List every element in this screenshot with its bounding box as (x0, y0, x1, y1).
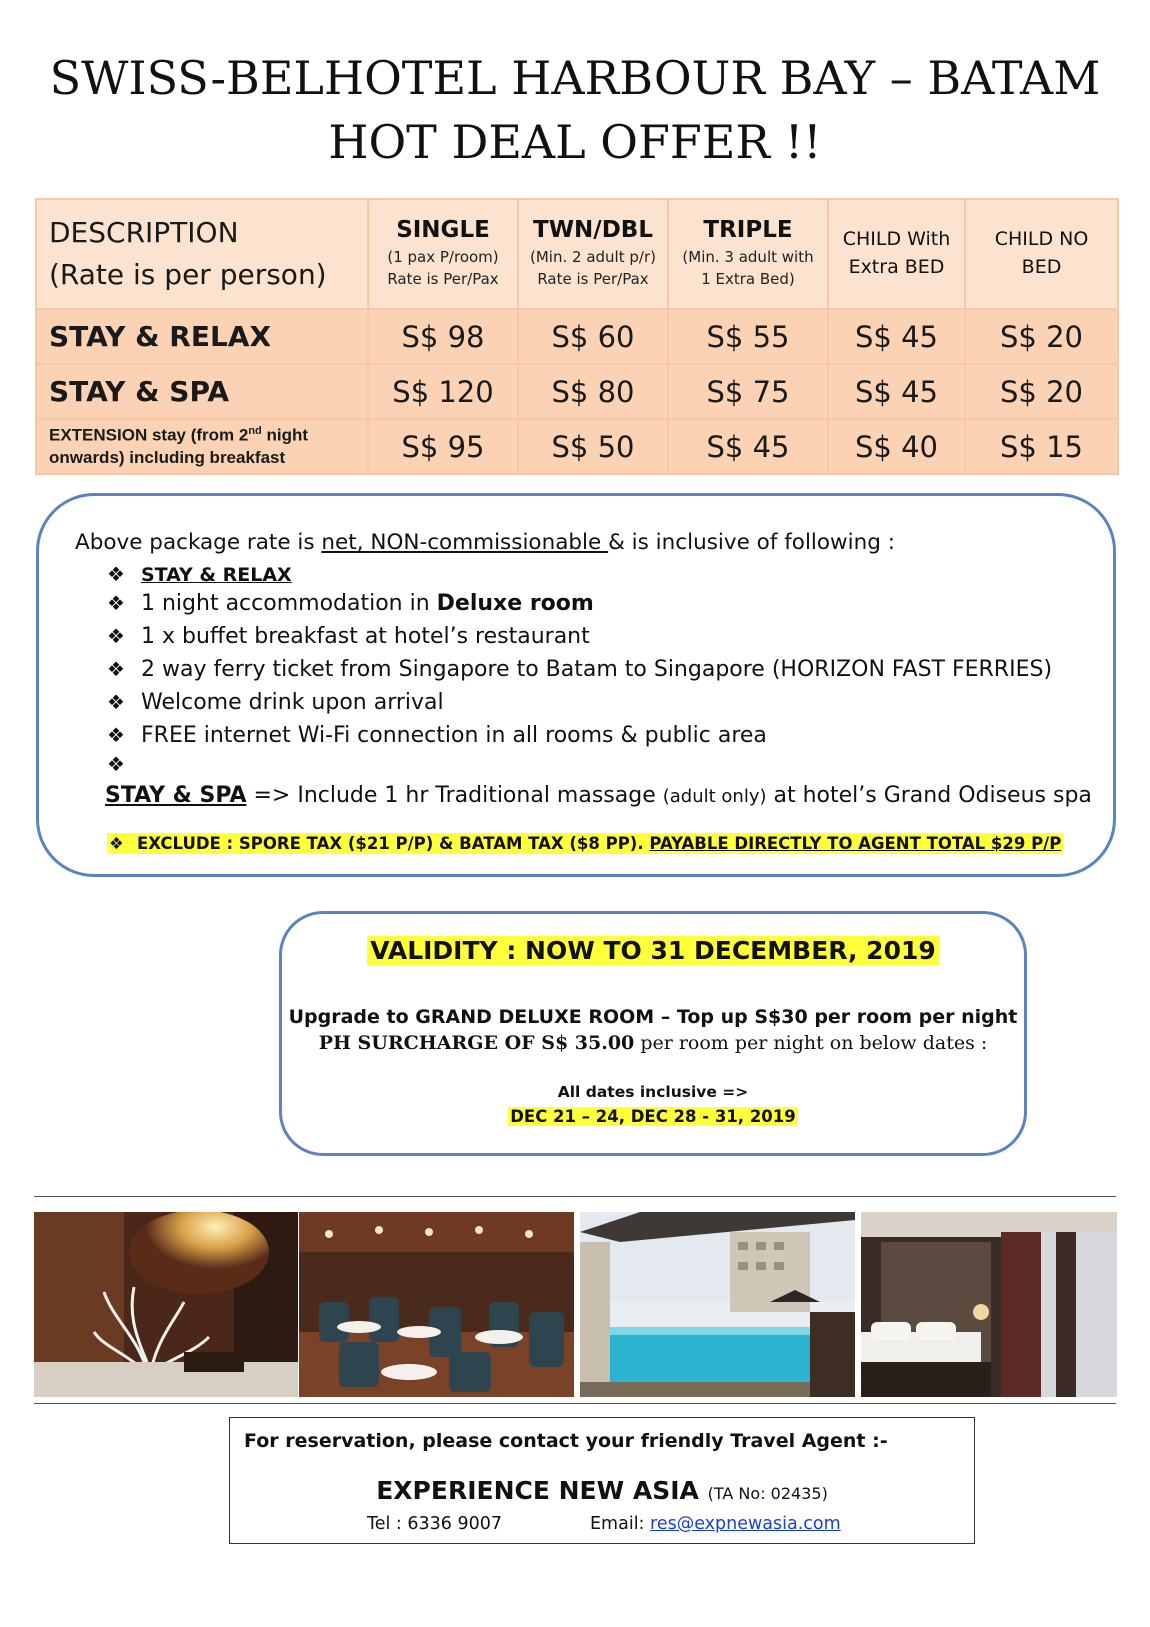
header-description-sub: (Rate is per person) (49, 258, 327, 291)
header-twn-dbl (518, 199, 668, 309)
rate-cell: S$ 75 (668, 364, 828, 419)
diamond-bullet-icon: ❖ (107, 657, 125, 681)
header-triple-sub1: (Min. 3 adult with (682, 248, 814, 267)
bullet-text-bold: Deluxe room (436, 591, 594, 616)
divider-top (34, 1196, 1116, 1197)
rate-cell: S$ 95 (368, 419, 518, 474)
header-single-sub2: Rate is Per/Pax (387, 270, 499, 288)
page-title: SWISS-BELHOTEL HARBOUR BAY – BATAM (49, 51, 1101, 105)
stay-spa-text-end: at hotel’s Grand Odiseus spa (766, 783, 1092, 808)
intro-text-underlined: net, NON-commissionable (321, 530, 609, 555)
bedroom-photo (861, 1212, 1117, 1397)
list-item (107, 591, 594, 616)
validity-heading-text: VALIDITY : NOW TO 31 DECEMBER, 2019 (367, 936, 939, 965)
table-row (36, 364, 1118, 419)
rate-cell: S$ 45 (828, 309, 965, 364)
exclude-text: EXCLUDE : SPORE TAX ($21 P/P) & BATAM TAX ($8 PP). (137, 834, 650, 853)
header-twn-sub1: (Min. 2 adult p/r) (530, 248, 656, 267)
diamond-bullet-icon: ❖ (107, 690, 125, 714)
header-description-label: DESCRIPTION (49, 216, 239, 249)
list-item (107, 657, 1052, 682)
agent-name (230, 1476, 974, 1505)
table-row (36, 309, 1118, 364)
extension-label-line2: onwards) including breakfast (49, 447, 286, 467)
rate-cell: S$ 45 (828, 364, 965, 419)
stay-spa-text: => Include 1 hr Traditional massage (246, 783, 663, 808)
list-item (107, 690, 444, 715)
header-child-nobed-line1: CHILD NO (994, 228, 1089, 251)
ph-surcharge-note (282, 1032, 1024, 1054)
table-row (36, 419, 1118, 474)
row-label: STAY & SPA (36, 364, 368, 419)
rate-cell: S$ 60 (518, 309, 668, 364)
header-child-extra-line2: Extra BED (848, 256, 945, 278)
surcharge-dates-text: DEC 21 – 24, DEC 28 - 31, 2019 (510, 1107, 796, 1126)
ph-surcharge-bold: PH SURCHARGE OF S$ 35.00 (318, 1032, 635, 1054)
package-intro (75, 530, 895, 555)
extension-label-post: night (261, 425, 309, 445)
diamond-bullet-icon: ❖ (107, 562, 125, 586)
header-child-extra-bed (828, 199, 965, 309)
header-triple-sub2: 1 Extra Bed) (701, 270, 795, 288)
diamond-bullet-icon: ❖ (109, 834, 124, 853)
validity-box (279, 911, 1027, 1156)
bullet-text: Welcome drink upon arrival (141, 690, 444, 715)
upgrade-note: Upgrade to GRAND DELUXE ROOM – Top up S$30 per room per night (288, 1006, 1018, 1028)
exclude-note (107, 833, 1063, 854)
bullet-text: 1 night accommodation in (141, 591, 437, 616)
header-child-nobed-line2: BED (1021, 256, 1062, 278)
diamond-bullet-icon: ❖ (107, 723, 125, 747)
list-item (107, 562, 292, 587)
row-label-extension (36, 419, 368, 474)
stay-spa-line (105, 783, 1092, 808)
contact-box (229, 1417, 975, 1544)
all-dates-label: All dates inclusive => (557, 1083, 749, 1101)
header-single (368, 199, 518, 309)
diamond-bullet-icon: ❖ (107, 624, 125, 648)
bullet-stay-relax: STAY & RELAX (141, 564, 292, 586)
intro-text-post: & is inclusive of following : (608, 530, 895, 555)
rate-table-header (36, 199, 1118, 309)
header-child-no-bed (965, 199, 1118, 309)
header-twn-label: TWN/DBL (533, 217, 653, 244)
diamond-bullet-icon: ❖ (107, 591, 125, 615)
intro-text-pre: Above package rate is (75, 530, 322, 555)
rate-cell: S$ 15 (965, 419, 1118, 474)
header-triple (668, 199, 828, 309)
rate-cell: S$ 20 (965, 364, 1118, 419)
header-child-extra-line1: CHILD With (842, 228, 951, 251)
contact-tel: Tel : 6336 9007 (367, 1514, 503, 1534)
header-triple-label: TRIPLE (703, 217, 793, 244)
rate-cell: S$ 98 (368, 309, 518, 364)
diamond-bullet-icon: ❖ (107, 752, 125, 776)
pool-photo (580, 1212, 855, 1397)
extension-label-sup: nd (248, 425, 262, 438)
exclude-text-underlined: PAYABLE DIRECTLY TO AGENT TOTAL $29 P/P (649, 834, 1062, 853)
package-inclusions-box (36, 493, 1116, 877)
email-link[interactable]: res@expnewasia.com (650, 1514, 841, 1534)
ph-surcharge-rest: per room per night on below dates : (634, 1032, 988, 1054)
rate-cell: S$ 120 (368, 364, 518, 419)
rate-cell: S$ 20 (965, 309, 1118, 364)
rate-table (35, 198, 1119, 475)
stay-spa-label: STAY & SPA (105, 783, 247, 808)
header-single-sub1: (1 pax P/room) (387, 248, 499, 267)
rate-cell: S$ 80 (518, 364, 668, 419)
page-subtitle: HOT DEAL OFFER !! (328, 115, 822, 169)
bullet-text: 2 way ferry ticket from Singapore to Batam to Singapore (HORIZON FAST FERRIES) (141, 657, 1053, 682)
rate-cell: S$ 40 (828, 419, 965, 474)
list-item (107, 723, 767, 748)
rate-cell: S$ 45 (668, 419, 828, 474)
divider-bottom (34, 1403, 1116, 1404)
bullet-text: 1 x buffet breakfast at hotel’s restaurant (141, 624, 590, 649)
surcharge-dates (282, 1107, 1024, 1126)
rate-cell: S$ 55 (668, 309, 828, 364)
contact-intro: For reservation, please contact your friendly Travel Agent :- (244, 1430, 888, 1452)
header-description (36, 199, 368, 309)
header-single-label: SINGLE (396, 217, 490, 244)
email-label: Email: (590, 1514, 651, 1534)
list-item-empty (107, 752, 141, 777)
contact-email (590, 1514, 841, 1534)
agent-name-text: EXPERIENCE NEW ASIA (376, 1476, 699, 1505)
lobby-photo (34, 1212, 298, 1397)
stay-spa-adult-only: (adult only) (662, 786, 767, 807)
list-item (107, 624, 590, 649)
row-label: STAY & RELAX (36, 309, 368, 364)
ta-number: (TA No: 02435) (707, 1484, 828, 1503)
restaurant-photo (299, 1212, 574, 1397)
extension-label-pre: EXTENSION stay (from 2 (49, 425, 249, 445)
validity-heading (282, 936, 1024, 965)
rate-cell: S$ 50 (518, 419, 668, 474)
header-twn-sub2: Rate is Per/Pax (537, 270, 649, 288)
bullet-text: FREE internet Wi-Fi connection in all rooms & public area (141, 723, 767, 748)
